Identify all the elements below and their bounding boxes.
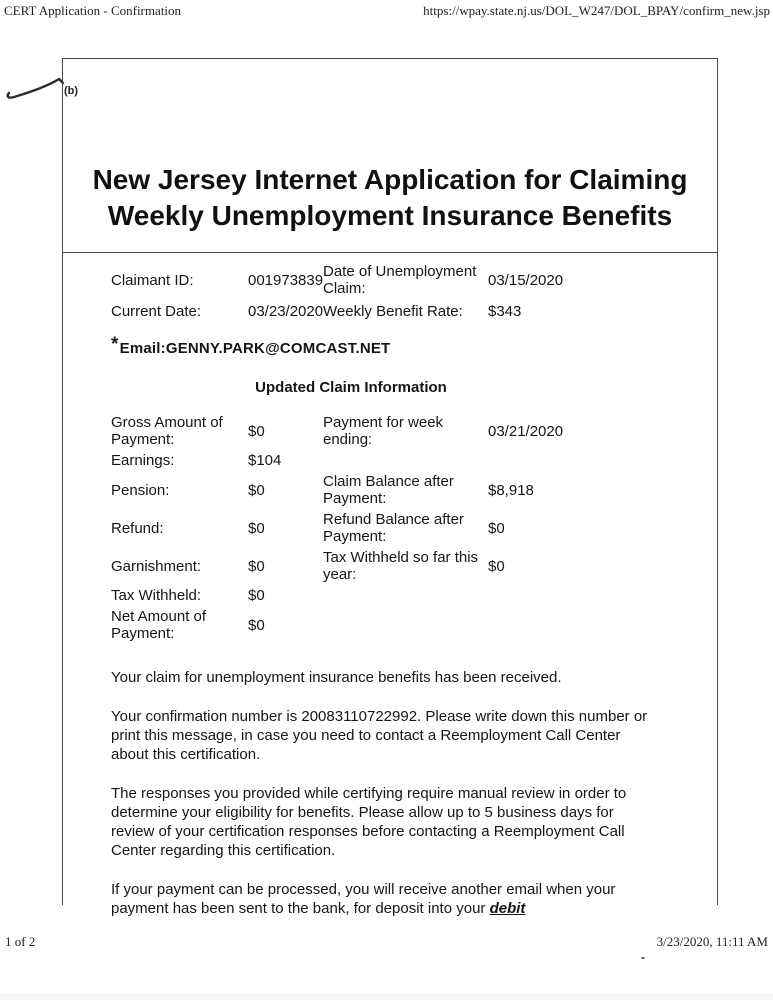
table-row (111, 260, 591, 300)
required-asterisk: * (111, 334, 119, 355)
title-section (63, 59, 717, 253)
email-label: Email: (119, 340, 166, 357)
claim-balance-label: Claim Balance after Payment: (323, 473, 454, 507)
table-row (111, 509, 591, 547)
print-header (4, 3, 770, 19)
benefit-rate-label: Weekly Benefit Rate: (323, 303, 463, 320)
garnishment-label: Garnishment: (111, 557, 202, 575)
claim-date-value: 03/15/2020 (488, 271, 564, 289)
table-row (111, 547, 591, 585)
refund-label: Refund: (111, 519, 164, 537)
print-header-url: https://wpay.state.nj.us/DOL_W247/DOL_BPAY/confirm_new.jsp (423, 3, 770, 18)
current-date-label: Current Date: (111, 303, 202, 320)
table-row (111, 450, 591, 471)
table-row (111, 585, 591, 606)
week-ending-value: 03/21/2020 (488, 422, 564, 440)
refund-balance-label: Refund Balance after Payment: (323, 511, 464, 545)
tax-withheld-label: Tax Withheld: (111, 587, 202, 604)
email-line (111, 335, 717, 358)
email-value: GENNY.PARK@COMCAST.NET (165, 340, 391, 357)
print-footer (5, 934, 768, 950)
gross-amount-value: $0 (248, 422, 265, 440)
benefit-rate-value: $343 (488, 303, 522, 320)
pen-mark (2, 62, 68, 106)
paragraph-confirmation-number: Your confirmation number is 20083110722992. Please write down this number or print this message, in case you need to contact a Reemployment Call Center about this certification. (111, 708, 648, 763)
tax-withheld-ytd-label: Tax Withheld so far this year: (323, 549, 479, 583)
document-content (63, 253, 717, 918)
claimant-id-label: Claimant ID: (111, 271, 194, 289)
table-row (111, 471, 591, 509)
net-amount-value: $0 (248, 616, 265, 634)
claim-info-table (111, 412, 591, 644)
claim-date-label: Date of Unemployment Claim: (323, 263, 477, 297)
claimant-info-table (111, 260, 591, 323)
pension-label: Pension: (111, 481, 170, 499)
refund-value: $0 (248, 519, 265, 537)
document-frame (62, 58, 718, 917)
scan-edge-strip (0, 993, 773, 1000)
claimant-id-value: 001973839 (248, 271, 324, 289)
paragraph-manual-review: The responses you provided while certifying require manual review in order to determine your eligibility for benefits. Please allow up to 5 business days for review of your certification responses before contacting a Reemployment Call Center regarding this certification. (111, 785, 627, 859)
table-row (111, 606, 591, 644)
print-timestamp: 3/23/2020, 11:11 AM (656, 934, 768, 949)
paragraph-claim-received: Your claim for unemployment insurance benefits has been received. (111, 669, 562, 686)
debit-emphasis: debit (489, 900, 526, 917)
tax-withheld-ytd-value: $0 (488, 557, 505, 575)
body-text (111, 668, 656, 918)
page-title: New Jersey Internet Application for Claiming Weekly Unemployment Insurance Benefits (92, 164, 688, 231)
earnings-label: Earnings: (111, 452, 175, 469)
week-ending-label: Payment for week ending: (323, 414, 444, 448)
current-date-value: 03/23/2020 (248, 303, 324, 320)
table-row (111, 412, 591, 450)
refund-balance-value: $0 (488, 519, 505, 537)
scan-artifact-dot (641, 957, 645, 959)
garnishment-value: $0 (248, 557, 265, 575)
print-header-title: CERT Application - Confirmation (4, 3, 181, 18)
earnings-value: $104 (248, 452, 282, 469)
annotation-label: (b) (64, 85, 79, 97)
tax-withheld-value: $0 (248, 587, 265, 604)
net-amount-label: Net Amount of Payment: (111, 608, 207, 642)
paragraph-payment-text: If your payment can be processed, you will receive another email when your payment has been sent to the bank, for deposit into your (111, 881, 616, 917)
paragraph-payment-processed (111, 880, 656, 918)
page-number: 1 of 2 (5, 934, 36, 949)
table-row (111, 300, 591, 323)
claim-info-heading: Updated Claim Information (255, 379, 447, 396)
gross-amount-label: Gross Amount of Payment: (111, 414, 223, 448)
pension-value: $0 (248, 481, 265, 499)
claim-balance-value: $8,918 (488, 481, 534, 499)
